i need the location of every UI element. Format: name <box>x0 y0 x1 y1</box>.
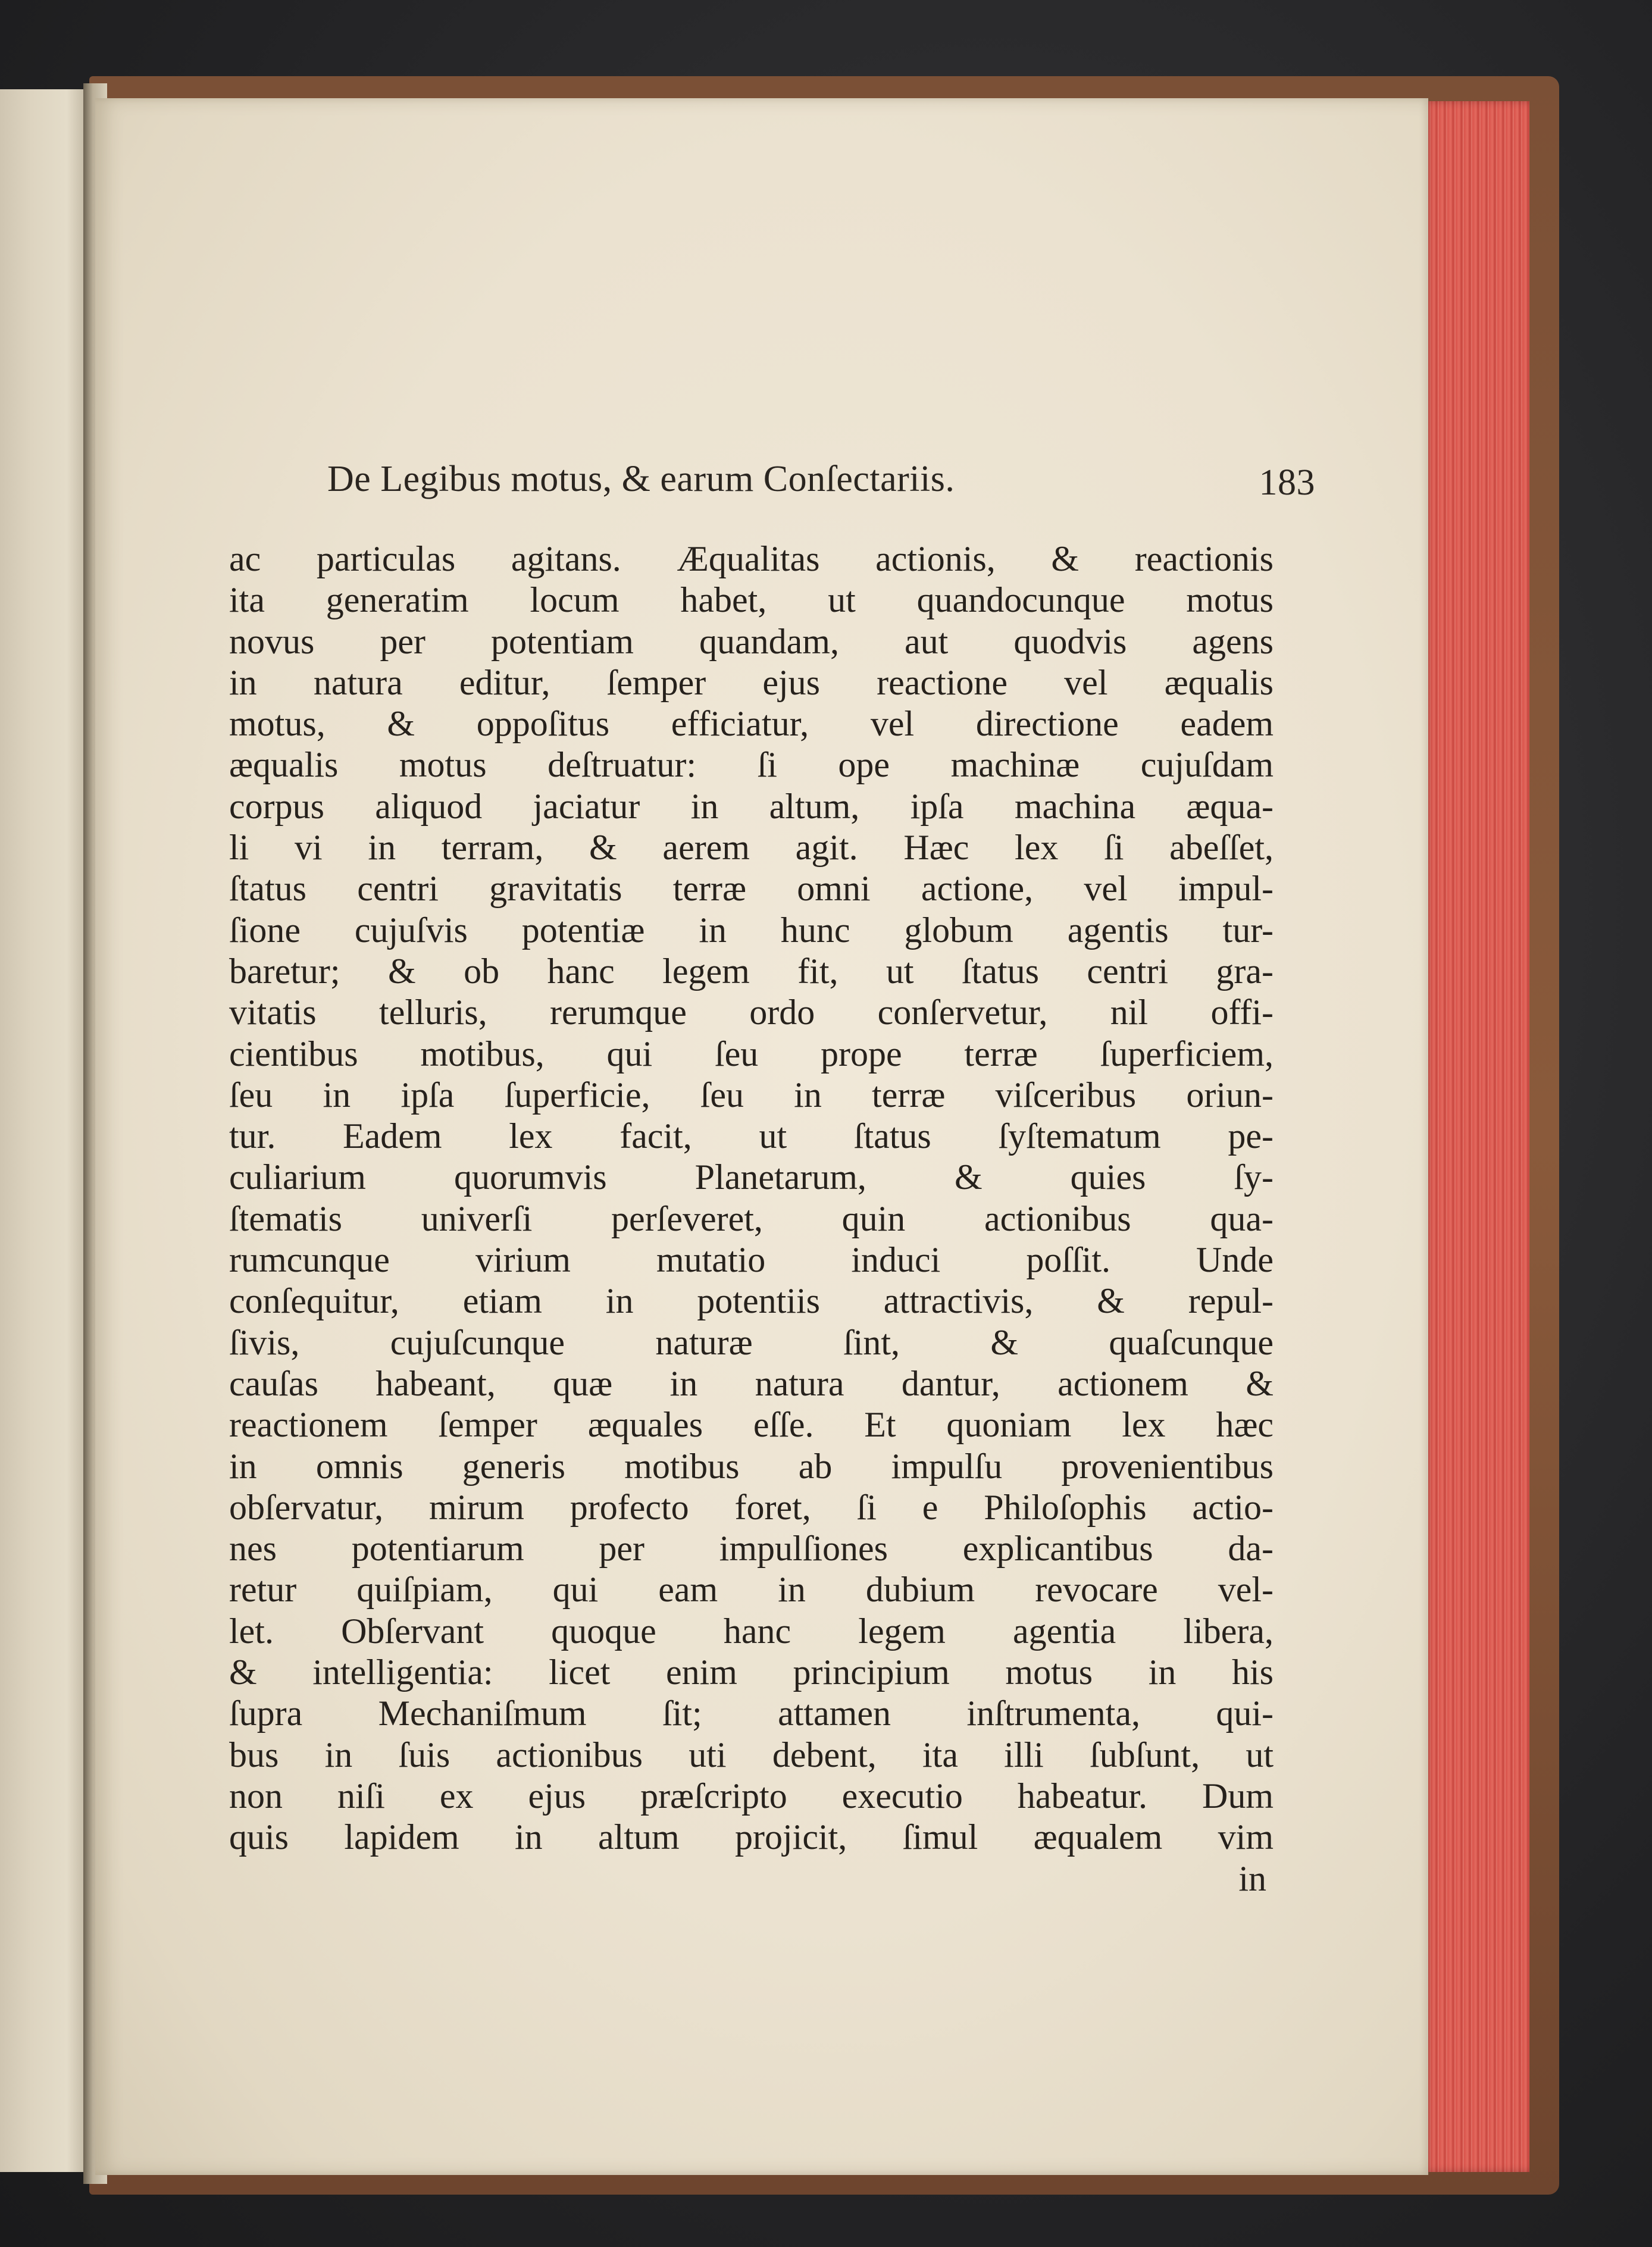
text-line: cauſas habeant, quæ in natura dantur, actionem & <box>229 1363 1274 1403</box>
text-line: let. Obſervant quoque hanc legem agentia libera, <box>229 1611 1274 1651</box>
text-line: culiarium quorumvis Planetarum, & quies ſy- <box>229 1157 1274 1197</box>
text-line: in omnis generis motibus ab impulſu provenientibus <box>229 1446 1274 1486</box>
text-line: ſeu in ipſa ſuperficie, ſeu in terræ viſceribus oriun- <box>229 1075 1274 1115</box>
text-line: tur. Eadem lex facit, ut ſtatus ſyſtematum pe- <box>229 1116 1274 1156</box>
book-page <box>95 98 1428 2175</box>
text-line: ac particulas agitans. Æqualitas actionis, & reactionis <box>229 539 1274 578</box>
text-line: non niſi ex ejus præſcripto executio habeatur. Dum <box>229 1776 1274 1816</box>
text-line: ita generatim locum habet, ut quandocunque motus <box>229 580 1274 620</box>
text-line: ſtatus centri gravitatis terræ omni actione, vel impul- <box>229 869 1274 909</box>
text-line: rumcunque virium mutatio induci poſſit. Unde <box>229 1240 1274 1280</box>
running-head-title: De Legibus motus, & earum Conſectariis. <box>327 459 955 499</box>
text-line: & intelligentia: licet enim principium motus in his <box>229 1653 1274 1692</box>
text-line: in natura editur, ſemper ejus reactione vel æqualis <box>229 662 1274 702</box>
text-line: corpus aliquod jaciatur in altum, ipſa machina æqua- <box>229 786 1274 826</box>
text-line: nes potentiarum per impulſiones explicantibus da- <box>229 1529 1274 1569</box>
red-page-edges <box>1422 101 1529 2172</box>
page-number: 183 <box>1259 462 1315 503</box>
text-line: baretur; & ob hanc legem fit, ut ſtatus centri gra- <box>229 951 1274 991</box>
text-line: quis lapidem in altum projicit, ſimul æqualem vim <box>229 1817 1274 1857</box>
text-line: obſervatur, mirum profecto foret, ſi e Philoſophis actio- <box>229 1487 1274 1527</box>
text-line: ſione cujuſvis potentiæ in hunc globum agentis tur- <box>229 910 1274 950</box>
text-line: ſivis, cujuſcunque naturæ ſint, & quaſcunque <box>229 1322 1274 1362</box>
catchword: in <box>1238 1858 1266 1898</box>
text-line: bus in ſuis actionibus uti debent, ita illi ſubſunt, ut <box>229 1735 1274 1775</box>
text-line: ſupra Mechaniſmum ſit; attamen inſtrumenta, qui- <box>229 1694 1274 1733</box>
text-line: motus, & oppoſitus efficiatur, vel directione eadem <box>229 704 1274 744</box>
body-text <box>229 539 1274 1899</box>
text-line: vitatis telluris, rerumque ordo conſervetur, nil offi- <box>229 993 1274 1032</box>
text-line: reactionem ſemper æquales eſſe. Et quoniam lex hæc <box>229 1405 1274 1445</box>
text-line: cientibus motibus, qui ſeu prope terræ ſuperficiem, <box>229 1034 1274 1074</box>
text-line: ſtematis univerſi perſeveret, quin actionibus qua- <box>229 1198 1274 1238</box>
previous-page-edge <box>0 89 91 2172</box>
text-line: novus per potentiam quandam, aut quodvis agens <box>229 621 1274 661</box>
text-line: conſequitur, etiam in potentiis attractivis, & repul- <box>229 1281 1274 1321</box>
text-line: retur quiſpiam, qui eam in dubium revocare vel- <box>229 1570 1274 1610</box>
text-line: æqualis motus deſtruatur: ſi ope machinæ cujuſdam <box>229 745 1274 785</box>
text-line: li vi in terram, & aerem agit. Hæc lex ſi abeſſet, <box>229 828 1274 868</box>
